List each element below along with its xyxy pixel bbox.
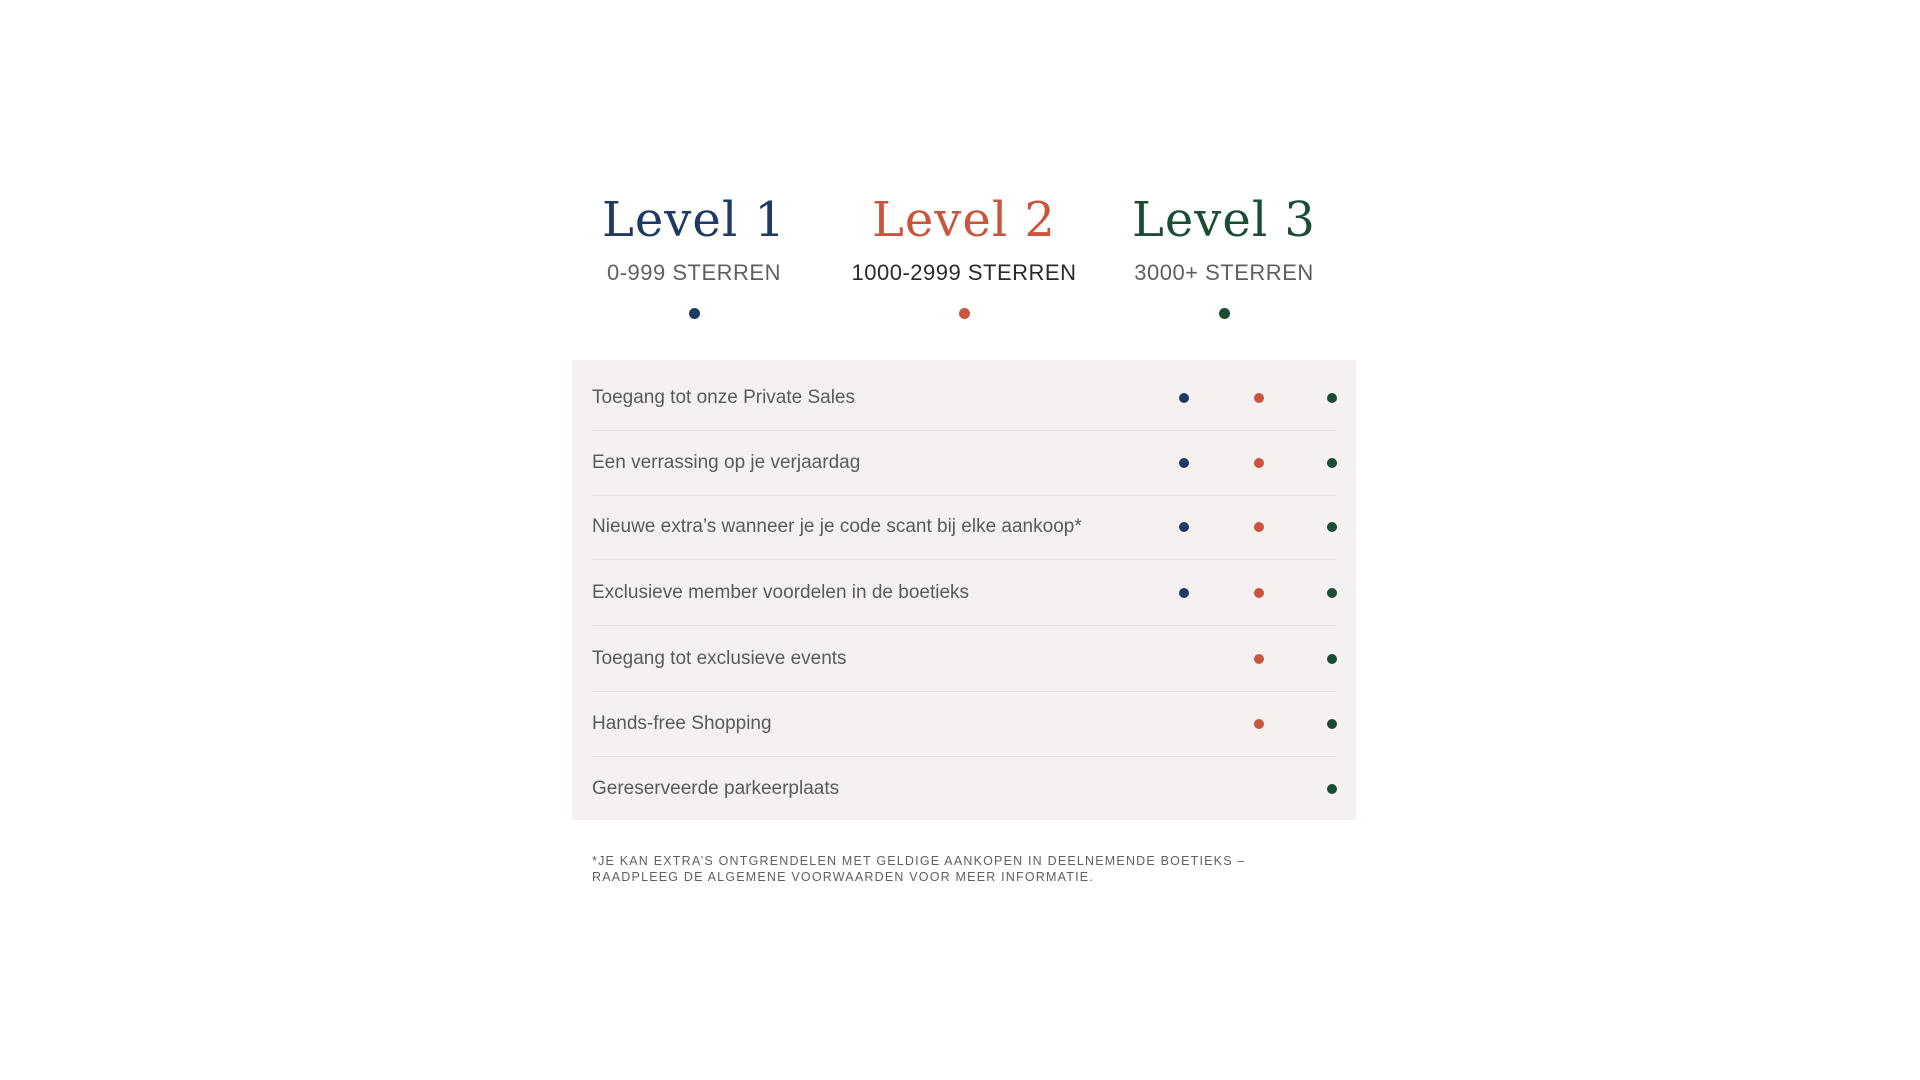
level-3-column-header: [1094, 190, 1354, 319]
level-2-title: Level 2: [872, 192, 1056, 248]
level-2-range: 1000-2999 STERREN: [851, 260, 1077, 285]
benefit-row: [592, 626, 1336, 692]
benefit-label: Nieuwe extra’s wanneer je je code scant bij elke aankoop*: [592, 515, 1082, 537]
level-1-dot-icon: [689, 308, 700, 319]
level-1-title: Level 1: [602, 192, 786, 248]
level-3-dot-icon: [1219, 308, 1230, 319]
benefit-row: [592, 756, 1336, 821]
level-2-column-header: [834, 190, 1094, 319]
level-3-check-dot-icon: [1327, 784, 1337, 794]
level-1-column-header: [564, 190, 824, 319]
footnote-line-2: RAADPLEEG DE ALGEMENE VOORWAARDEN VOOR MEER INFORMATIE.: [592, 870, 1094, 884]
level-2-check-dot-icon: [1254, 522, 1264, 532]
benefit-label: Exclusieve member voordelen in de boetieks: [592, 581, 970, 603]
level-3-check-dot-icon: [1327, 393, 1337, 403]
level-3-range: 3000+ STERREN: [1134, 260, 1314, 285]
level-2-check-dot-icon: [1254, 588, 1264, 598]
level-3-check-dot-icon: [1327, 458, 1337, 468]
level-2-dot-icon: [959, 308, 970, 319]
benefit-label: Toegang tot onze Private Sales: [592, 386, 856, 408]
footnote: [592, 853, 1292, 885]
level-2-check-dot-icon: [1254, 458, 1264, 468]
benefit-row: [592, 430, 1336, 496]
benefit-row: [592, 494, 1336, 560]
level-3-check-dot-icon: [1327, 588, 1337, 598]
level-headers: [572, 190, 1356, 330]
benefit-label: Toegang tot exclusieve events: [592, 647, 847, 669]
level-2-check-dot-icon: [1254, 654, 1264, 664]
level-1-check-dot-icon: [1179, 393, 1189, 403]
benefit-label: Gereserveerde parkeerplaats: [592, 777, 840, 799]
level-1-check-dot-icon: [1179, 522, 1189, 532]
level-1-check-dot-icon: [1179, 588, 1189, 598]
level-2-check-dot-icon: [1254, 719, 1264, 729]
benefits-table: [572, 360, 1356, 820]
benefit-label: Hands-free Shopping: [592, 712, 772, 734]
level-3-check-dot-icon: [1327, 522, 1337, 532]
level-3-check-dot-icon: [1327, 654, 1337, 664]
benefit-row: [592, 691, 1336, 757]
footnote-line-1: *JE KAN EXTRA’S ONTGRENDELEN MET GELDIGE AANKOPEN IN DEELNEMENDE BOETIEKS –: [592, 854, 1246, 868]
level-3-check-dot-icon: [1327, 719, 1337, 729]
level-2-check-dot-icon: [1254, 393, 1264, 403]
benefit-row: [592, 365, 1336, 431]
benefit-label: Een verrassing op je verjaardag: [592, 451, 861, 473]
benefit-row: [592, 560, 1336, 626]
level-1-check-dot-icon: [1179, 458, 1189, 468]
level-3-title: Level 3: [1132, 192, 1316, 248]
level-1-range: 0-999 STERREN: [606, 260, 781, 285]
